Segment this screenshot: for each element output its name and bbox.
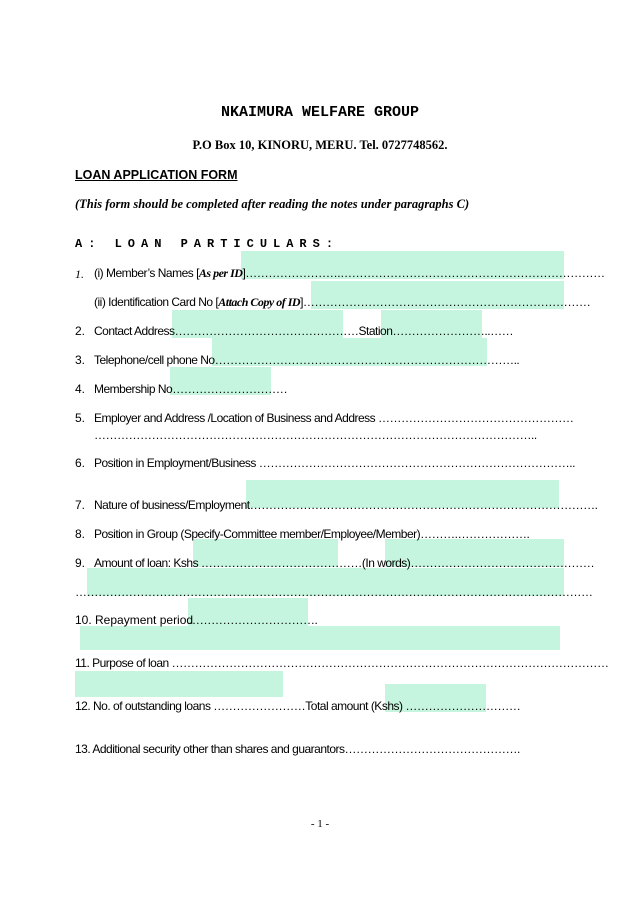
- employer-continuation-line: ……………………………………………………………………………………………………..: [94, 428, 537, 442]
- page-number: - 1 -: [310, 818, 330, 830]
- item-number: 6.: [75, 456, 86, 470]
- item-number: 2.: [75, 324, 86, 338]
- purpose-of-loan-label: 11. Purpose of loan ……………………………………………………………………………………………………: [75, 656, 609, 670]
- outstanding-loans-label: 12. No. of outstanding loans ……………………Total amount (Kshs) …………………………: [75, 699, 521, 713]
- employer-label: Employer and Address /Location of Business and Address ……………………………………………: [94, 411, 574, 425]
- group-address: P.O Box 10, KINORU, MERU. Tel. 0727748562.: [192, 138, 448, 152]
- membership-no-label: Membership No…………………………: [94, 382, 288, 396]
- additional-security-label: 13. Additional security other than shares and guarantors……………………………………….: [75, 742, 520, 756]
- repayment-period-dots: …………………………….: [188, 613, 318, 627]
- item-number: 8.: [75, 527, 86, 541]
- repayment-period-label: 10. Repayment period: [75, 613, 194, 627]
- id-card-label: (ii) Identification Card No [Attach Copy of ID]…………………………………………………………………: [94, 295, 591, 309]
- member-names-label: (i) Member’s Names [As per ID]…………………….……………………………………………………………: [94, 266, 605, 280]
- repayment-period-cont-field[interactable]: [80, 626, 560, 650]
- form-title: LOAN APPLICATION FORM: [75, 168, 238, 182]
- position-employment-label: Position in Employment/Business ………………………………………………………………………..: [94, 456, 575, 470]
- telephone-label: Telephone/cell phone No……………………………………………………………………..: [94, 353, 520, 367]
- item-number: 1.: [75, 267, 84, 281]
- contact-address-label: Contact Address…………………………………………Station……………………..……: [94, 324, 514, 338]
- item-number: 3.: [75, 353, 86, 367]
- group-title: NKAIMURA WELFARE GROUP: [220, 104, 420, 121]
- loan-amount-continuation-line: ………………………………………………………………………………………………………………………: [75, 585, 593, 599]
- position-in-group-label: Position in Group (Specify-Committee member/Employee/Member)……….……………….: [94, 527, 530, 541]
- form-note: (This form should be completed after reading the notes under paragraphs C): [75, 197, 470, 211]
- item-number: 9.: [75, 556, 86, 570]
- loan-amount-label: Amount of loan: Kshs ……………………………………(In words)…………………………………………: [94, 556, 595, 570]
- item-number: 5.: [75, 411, 86, 425]
- item-number: 4.: [75, 382, 86, 396]
- item-number: 7.: [75, 498, 86, 512]
- nature-of-business-label: Nature of business/Employment……………………………………………………………………………….: [94, 498, 598, 512]
- purpose-of-loan-field[interactable]: [75, 671, 283, 697]
- section-a-heading: A: LOAN PARTICULARS:: [75, 237, 340, 251]
